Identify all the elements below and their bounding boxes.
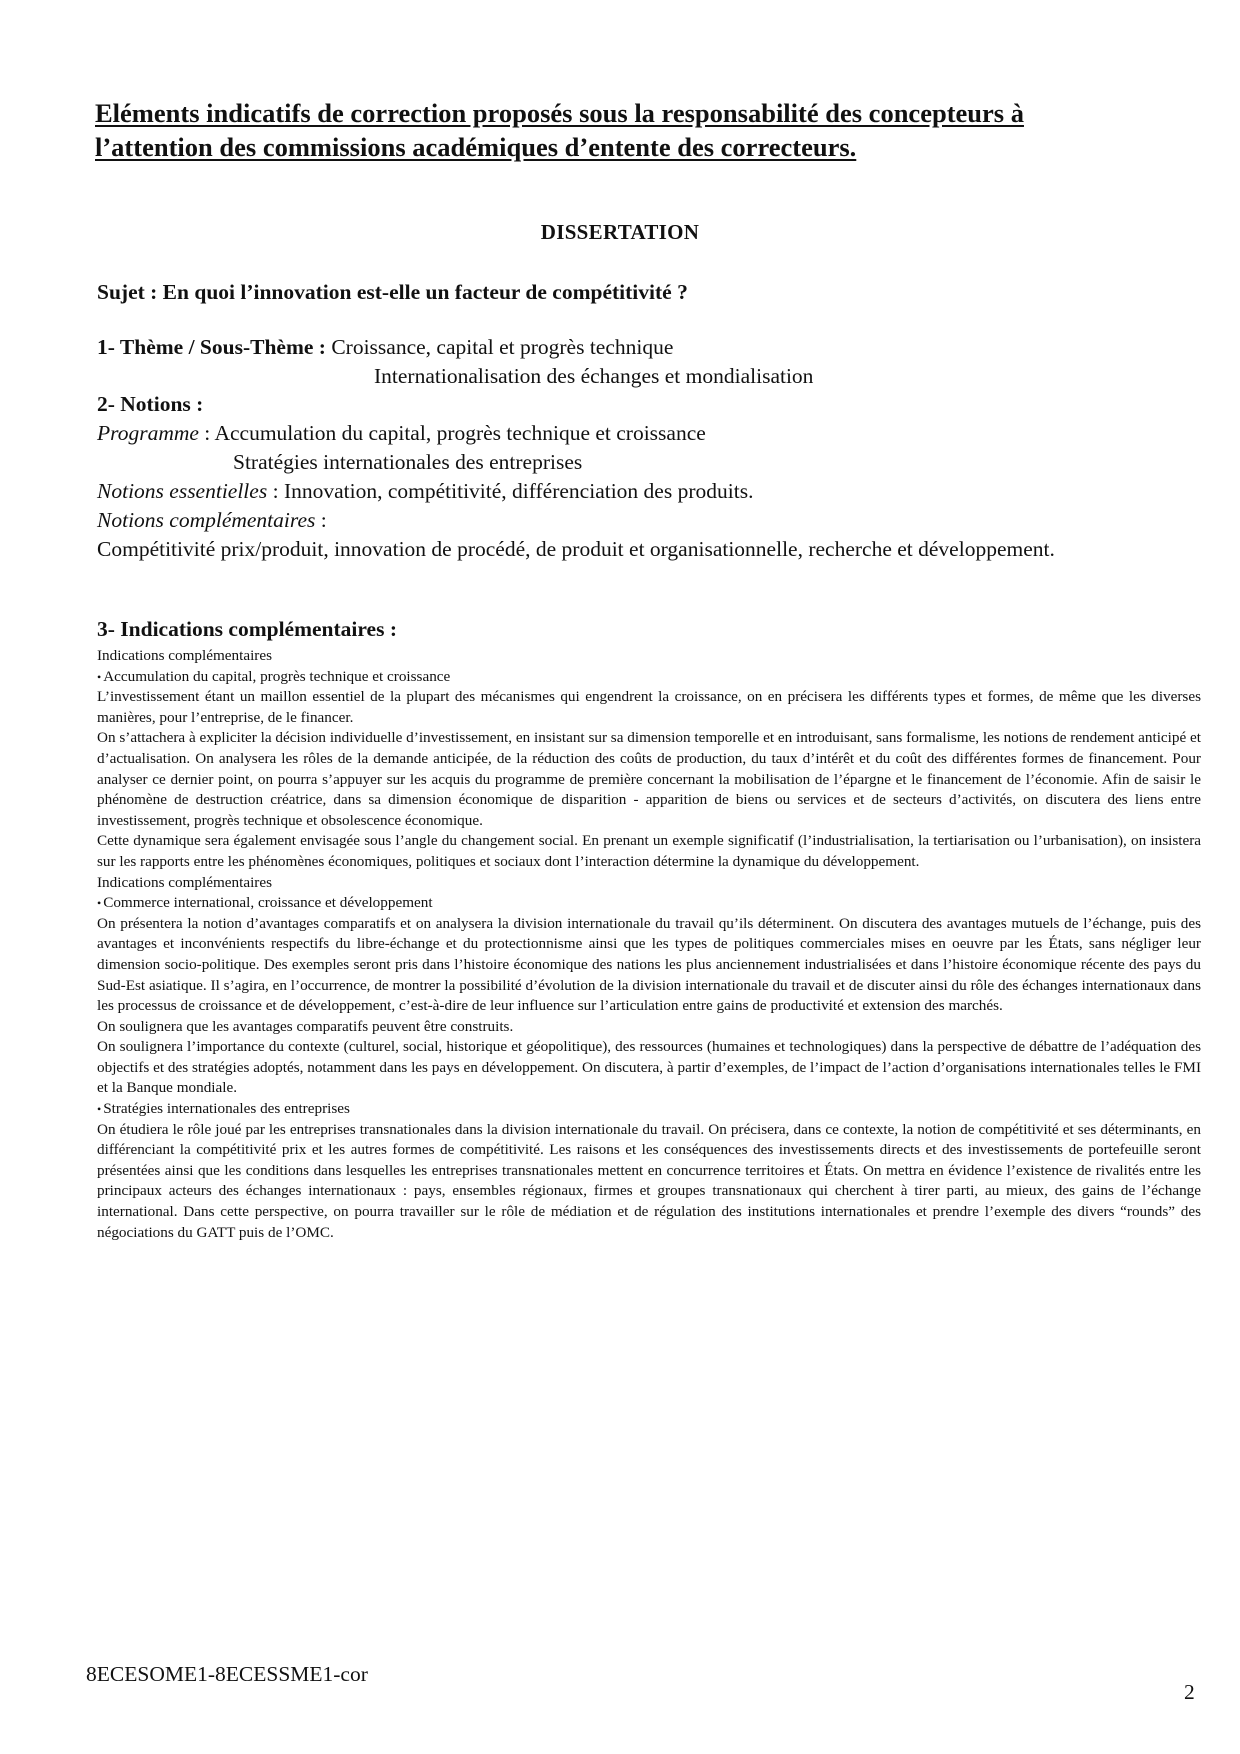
theme-label: 1- Thème / Sous-Thème : [97,335,326,359]
notions-label: 2- Notions : [97,392,204,416]
paragraph: On présentera la notion d’avantages comparatifs et on analysera la division internationale du travail qu’ils déterminent. On discutera des avantages mutuels de l’échange, puis des avantages et inconvénients respectifs du libre-échange et du protectionnisme ainsi que les types de politiques commerciales mises en oeuvre par les États, sans négliger leur dimension socio-politique. Des exemples seront pris dans l’histoire économique des nations les plus anciennement industrialisées et dans l’histoire économique récente des pays du Sud-Est asiatique. Il s’agira, en l’occurrence, de montrer la possibilité d’évolution de la division internationale du travail et de discuter ainsi du rôle des échanges internationaux dans les processus de croissance et de développement, c’est-à-dire de leur influence sur l’articulation entre gains de productivité et extension des marchés. [97,914,1201,1015]
programme-line-2: Stratégies internationales des entreprises [233,450,583,474]
theme-line-2: Internationalisation des échanges et mondialisation [374,364,814,388]
paragraph: On soulignera l’importance du contexte (culturel, social, historique et géopolitique), des ressources (humaines et technologiques) dans la perspective de débattre de l’adéquation des objectifs et des stratégies adoptés, notamment dans les pays en développement. On discutera, à partir d’exemples, de l’impact de l’action d’organisations internationales telles le FMI et la Banque mondiale. [97,1038,1201,1097]
paragraph: L’investissement étant un maillon essentiel de la plupart des mécanismes qui engendrent la croissance, on en précisera les différents types et formes, de même que les diverses manières, pour l’entreprise, de le financer. [97,688,1201,726]
theme-line-1: Croissance, capital et progrès technique [331,335,674,359]
indications-subheading: Indications complémentaires [97,873,273,891]
page-number: 2 [1184,1680,1195,1704]
bullet-strategies: • Stratégies internationales des entreprises [97,1099,1201,1120]
indications-label: 3- Indications complémentaires : [97,617,397,641]
paragraph: On soulignera que les avantages comparatifs peuvent être construits. [97,1017,514,1035]
essentielles-label: Notions essentielles [97,479,268,503]
header-title-line-2: l’attention des commissions académiques d’entente des correcteurs. [95,132,857,162]
indications-subheading: Indications complémentaires [97,647,273,664]
header-title [95,96,1155,164]
notions-block: 2- Notions : Programme : Accumulation du capital, progrès technique et croissance Stratégies internationales des entreprises Notions essentielles : Innovation, compétitivité, différenciation des produits. Notions complémentaires : Compétitivité prix/produit, innovation de procédé, de produit et organisationnelle, recherche et développement. [97,390,1157,564]
indications-body [97,646,1201,1243]
paragraph: On étudiera le rôle joué par les entreprises transnationales dans la division internationale du travail. On précisera, dans ce contexte, la notion de compétitivité et ses déterminants, en différenciant la compétitivité prix et les autres formes de compétitivité. Les raisons et les conséquences des investissements directs et des investissements de portefeuille seront présentées ainsi que les conditions dans lesquelles les entreprises transnationales mettent en concurrence territoires et États. On mettra en évidence l’existence de rivalités entre les principaux acteurs des échanges internationaux : pays, ensembles régionaux, firmes et groupes transnationaux qui cherchent à tirer parti, au mieux, des gains de l’échange international. Dans cette perspective, on pourra travailler sur le rôle de médiation et de régulation des institutions internationales et prendre l’exemple des divers “rounds” des négociations du GATT puis de l’OMC. [97,1120,1201,1241]
theme-block [97,333,813,391]
paragraph: On s’attachera à expliciter la décision individuelle d’investissement, en insistant sur sa dimension temporelle et en introduisant, sans formalisme, les notions de rendement anticipé et d’actualisation. On analysera les rôles de la demande anticipée, de la réduction des coûts de production, du taux d’intérêt et du coût des différentes formes de financement. Pour analyser ce dernier point, on pourra s’appuyer sur les acquis du programme de première concernant la mobilisation de l’épargne et le financement de l’économie. Afin de saisir le phénomène de destruction créatrice, dans sa dimension économique de disparition - apparition de biens ou services et de secteurs d’activités, on discutera des liens entre investissement, progrès technique et obsolescence économique. [97,729,1201,829]
programme-line-1: Accumulation du capital, progrès technique et croissance [214,421,706,445]
bullet-accumulation: • Accumulation du capital, progrès technique et croissance [97,667,1201,688]
complementaires-text: Compétitivité prix/produit, innovation de procédé, de produit et organisationnelle, recherche et développement. [97,537,1055,561]
section-title: DISSERTATION [540,220,700,244]
programme-label: Programme [97,421,199,445]
subject-heading: Sujet : En quoi l’innovation est-elle un facteur de compétitivité ? [97,280,688,304]
essentielles-text: Innovation, compétitivité, différenciation des produits. [283,479,754,503]
complementaires-label: Notions complémentaires [97,508,316,532]
document-code: 8ECESOME1-8ECESSME1-cor [86,1662,368,1686]
header-title-line-1: Eléments indicatifs de correction proposés sous la responsabilité des concepteurs à [95,98,1024,128]
bullet-commerce: • Commerce international, croissance et développement [97,893,1201,914]
paragraph: Cette dynamique sera également envisagée sous l’angle du changement social. En prenant un exemple significatif (l’industrialisation, la tertiarisation ou l’urbanisation), on insistera sur les rapports entre les phénomènes économiques, politiques et sociaux dont l’interaction détermine la dynamique du développement. [97,832,1201,870]
